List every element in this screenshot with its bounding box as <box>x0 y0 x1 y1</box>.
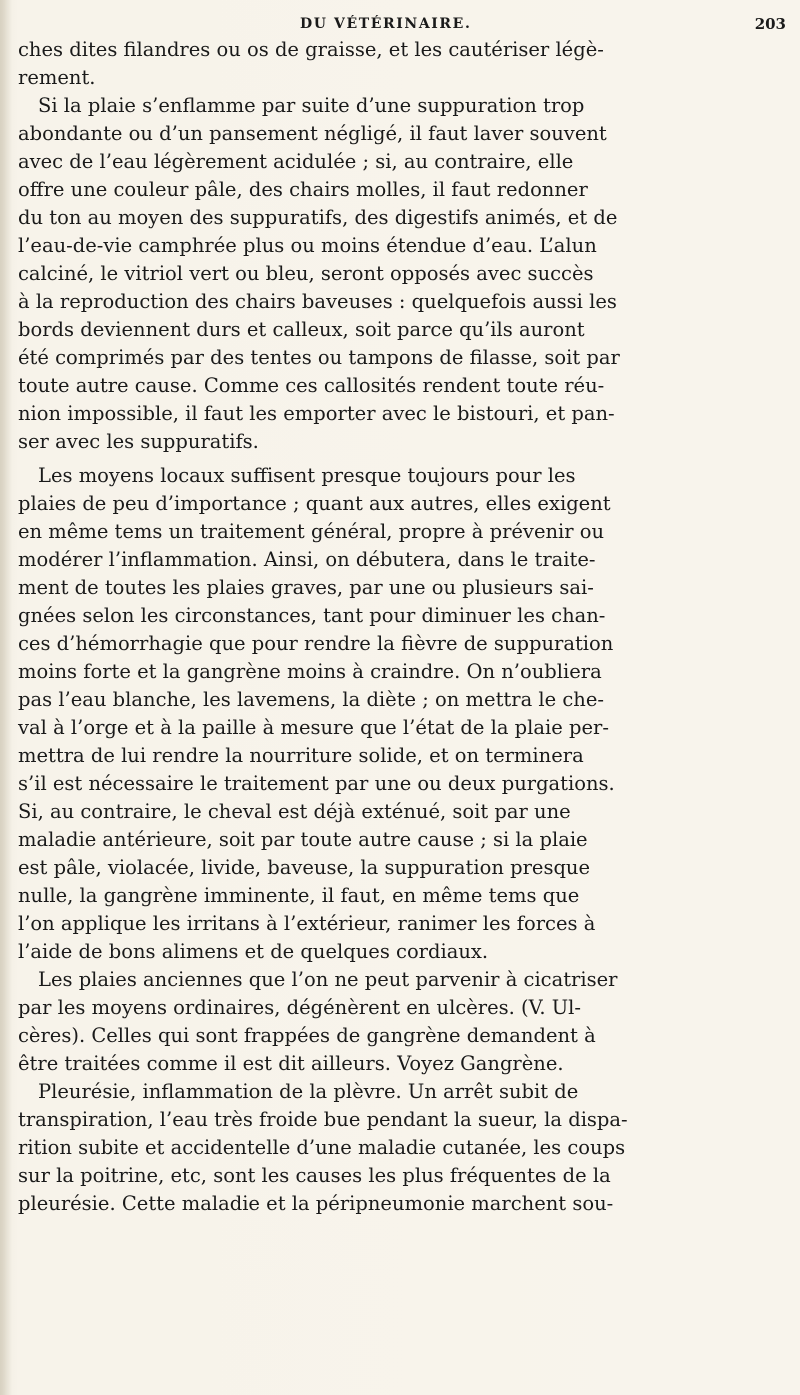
text-line: ches dites filandres ou os de graisse, et les cautériser légè- <box>18 38 604 61</box>
text-line: Si la plaie s’enflamme par suite d’une suppuration trop <box>38 94 585 117</box>
paragraph-1 <box>18 36 788 92</box>
text-line: ces d’hémorrhagie que pour rendre la fièvre de suppuration <box>18 632 614 655</box>
text-line: avec de l’eau légèrement acidulée ; si, au contraire, elle <box>18 150 574 173</box>
text-line: rement. <box>18 66 96 89</box>
text-line: l’eau-de-vie camphrée plus ou moins étendue d’eau. L’alun <box>18 234 597 257</box>
text-line: est pâle, violacée, livide, baveuse, la suppuration presque <box>18 856 591 879</box>
text-line: été comprimés par des tentes ou tampons de filasse, soit par <box>18 346 620 369</box>
text-line: nulle, la gangrène imminente, il faut, en même tems que <box>18 884 580 907</box>
binding-shadow <box>0 0 12 1395</box>
text-line: moins forte et la gangrène moins à craindre. On n’oubliera <box>18 660 602 683</box>
text-line: Les moyens locaux suffisent presque toujours pour les <box>38 464 576 487</box>
text-line: Si, au contraire, le cheval est déjà exténué, soit par une <box>18 800 571 823</box>
text-line: mettra de lui rendre la nourriture solide, et on terminera <box>18 744 584 767</box>
text-line: du ton au moyen des suppuratifs, des digestifs animés, et de <box>18 206 618 229</box>
text-line: abondante ou d’un pansement négligé, il faut laver souvent <box>18 122 607 145</box>
text-line: val à l’orge et à la paille à mesure que l’état de la plaie per- <box>18 716 609 739</box>
page-number: 203 <box>754 15 786 33</box>
text-line: à la reproduction des chairs baveuses : quelquefois aussi les <box>18 290 617 313</box>
text-line: être traitées comme il est dit ailleurs. Voyez Gangrène. <box>18 1052 564 1075</box>
text-line: gnées selon les circonstances, tant pour diminuer les chan- <box>18 604 606 627</box>
text-line: transpiration, l’eau très froide bue pendant la sueur, la dispa- <box>18 1108 628 1131</box>
text-line: offre une couleur pâle, des chairs molles, il faut redonner <box>18 178 588 201</box>
text-line: modérer l’inflammation. Ainsi, on débutera, dans le traite- <box>18 548 596 571</box>
running-head: DU VÉTÉRINAIRE. <box>300 16 472 32</box>
body-text <box>18 36 788 1218</box>
text-line: rition subite et accidentelle d’une maladie cutanée, les coups <box>18 1136 626 1159</box>
text-line: l’on applique les irritans à l’extérieur, ranimer les forces à <box>18 912 596 935</box>
paragraph-3 <box>18 462 788 966</box>
text-line: cères). Celles qui sont frappées de gangrène demandent à <box>18 1024 596 1047</box>
page-header <box>0 10 800 38</box>
text-line: pas l’eau blanche, les lavemens, la diète ; on mettra le che- <box>18 688 604 711</box>
text-line: toute autre cause. Comme ces callosités rendent toute réu- <box>18 374 605 397</box>
text-line: plaies de peu d’importance ; quant aux autres, elles exigent <box>18 492 611 515</box>
text-line: calciné, le vitriol vert ou bleu, seront opposés avec succès <box>18 262 594 285</box>
paragraph-2 <box>18 92 788 456</box>
text-line: en même tems un traitement général, propre à prévenir ou <box>18 520 605 543</box>
text-line: nion impossible, il faut les emporter avec le bistouri, et pan- <box>18 402 615 425</box>
text-line: pleurésie. Cette maladie et la péripneumonie marchent sou- <box>18 1192 614 1215</box>
text-line: par les moyens ordinaires, dégénèrent en ulcères. (V. Ul- <box>18 996 581 1019</box>
text-line: ment de toutes les plaies graves, par une ou plusieurs sai- <box>18 576 594 599</box>
text-line: s’il est nécessaire le traitement par une ou deux purgations. <box>18 772 615 795</box>
paragraph-5 <box>18 1078 788 1218</box>
paragraph-4 <box>18 966 788 1078</box>
text-line: ser avec les suppuratifs. <box>18 430 259 453</box>
text-line: maladie antérieure, soit par toute autre cause ; si la plaie <box>18 828 588 851</box>
text-line: Les plaies anciennes que l’on ne peut parvenir à cicatriser <box>38 968 618 991</box>
text-line: Pleurésie, inflammation de la plèvre. Un arrêt subit de <box>38 1080 579 1103</box>
text-line: bords deviennent durs et calleux, soit parce qu’ils auront <box>18 318 585 341</box>
text-line: sur la poitrine, etc, sont les causes les plus fréquentes de la <box>18 1164 611 1187</box>
text-line: l’aide de bons alimens et de quelques cordiaux. <box>18 940 489 963</box>
